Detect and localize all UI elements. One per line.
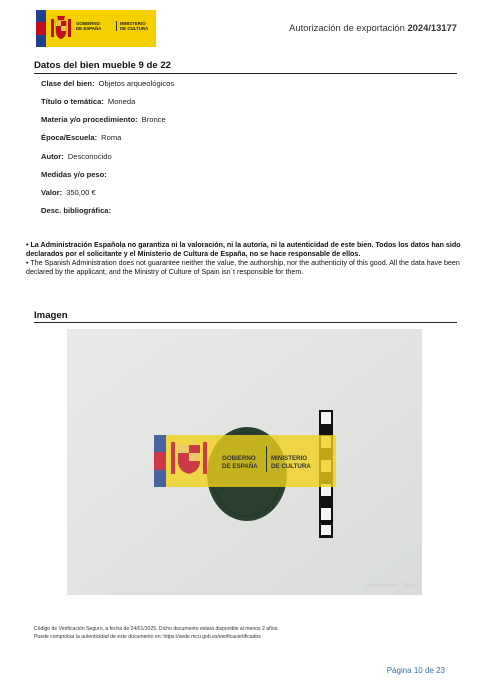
imagen-divider [34, 322, 457, 323]
field-clase: Clase del bien: Objetos arqueológicos [41, 79, 175, 88]
coat-of-arms-icon [49, 15, 73, 42]
field-titulo: Título o temática: Moneda [41, 97, 136, 106]
imagen-heading: Imagen [34, 310, 68, 321]
wm-gobierno-2: DE ESPAÑA [222, 463, 258, 470]
object-photo [67, 329, 422, 595]
gobierno-text: GOBIERNO DE ESPAÑA [76, 21, 102, 32]
field-medidas: Medidas y/o peso: [41, 170, 107, 179]
datos-divider [34, 73, 457, 74]
field-materia: Materia y/o procedimiento: Bronce [41, 115, 166, 124]
wm-ministerio-2: DE CULTURA [271, 463, 311, 470]
watermark-text: Ministerio de Cultura [366, 583, 416, 589]
disclaimer-notes [26, 241, 466, 277]
photo-scene [67, 329, 422, 595]
field-valor: Valor: 350,00 € [41, 188, 96, 197]
document-title [289, 22, 457, 33]
wm-gobierno-1: GOBIERNO [222, 455, 256, 462]
wm-ministerio-1: MINISTERIO [271, 455, 308, 462]
authorization-number: 2024/13177 [407, 22, 457, 33]
datos-heading: Datos del bien mueble 9 de 22 [34, 60, 172, 71]
gobierno-ministerio-logo [36, 10, 156, 47]
field-desc-bibliografica: Desc. bibliográfica: [41, 206, 112, 215]
footer-csv-line: Código de Verificación Seguro, a fecha de 24/01/2025. Dicho documento estará disponible al menos 2 años. [34, 626, 279, 632]
eu-stars-band [36, 10, 46, 47]
ministerio-text: MINISTERIO DE CULTURA [116, 21, 160, 31]
disclaimer-en: • The Spanish Administration does not guarantee neither the value, the authorship, nor the authenticity of this good. All the data have been declared by the applicant, and the Ministry of Culture of Spain isn´t responsible for them. [26, 259, 460, 276]
field-autor: Autor: Desconocido [41, 152, 112, 161]
field-epoca: Época/Escuela: Roma [41, 133, 122, 142]
footer-verify-line: Puede comprobar la autenticidad de este documento en: https://sede.mcu.gob.es/verificacertificados [34, 634, 261, 640]
page-number: Página 10 de 23 [386, 666, 445, 675]
title-prefix: Autorización de exportación [289, 22, 405, 33]
disclaimer-es: • La Administración Española no garantiza ni la valoración, ni la autoría, ni la autenticidad de este bien. Todos los datos han sido declarados por el solicitante y el Ministerio de Cultura de España, no se hace responsable de ellos. [26, 241, 461, 258]
